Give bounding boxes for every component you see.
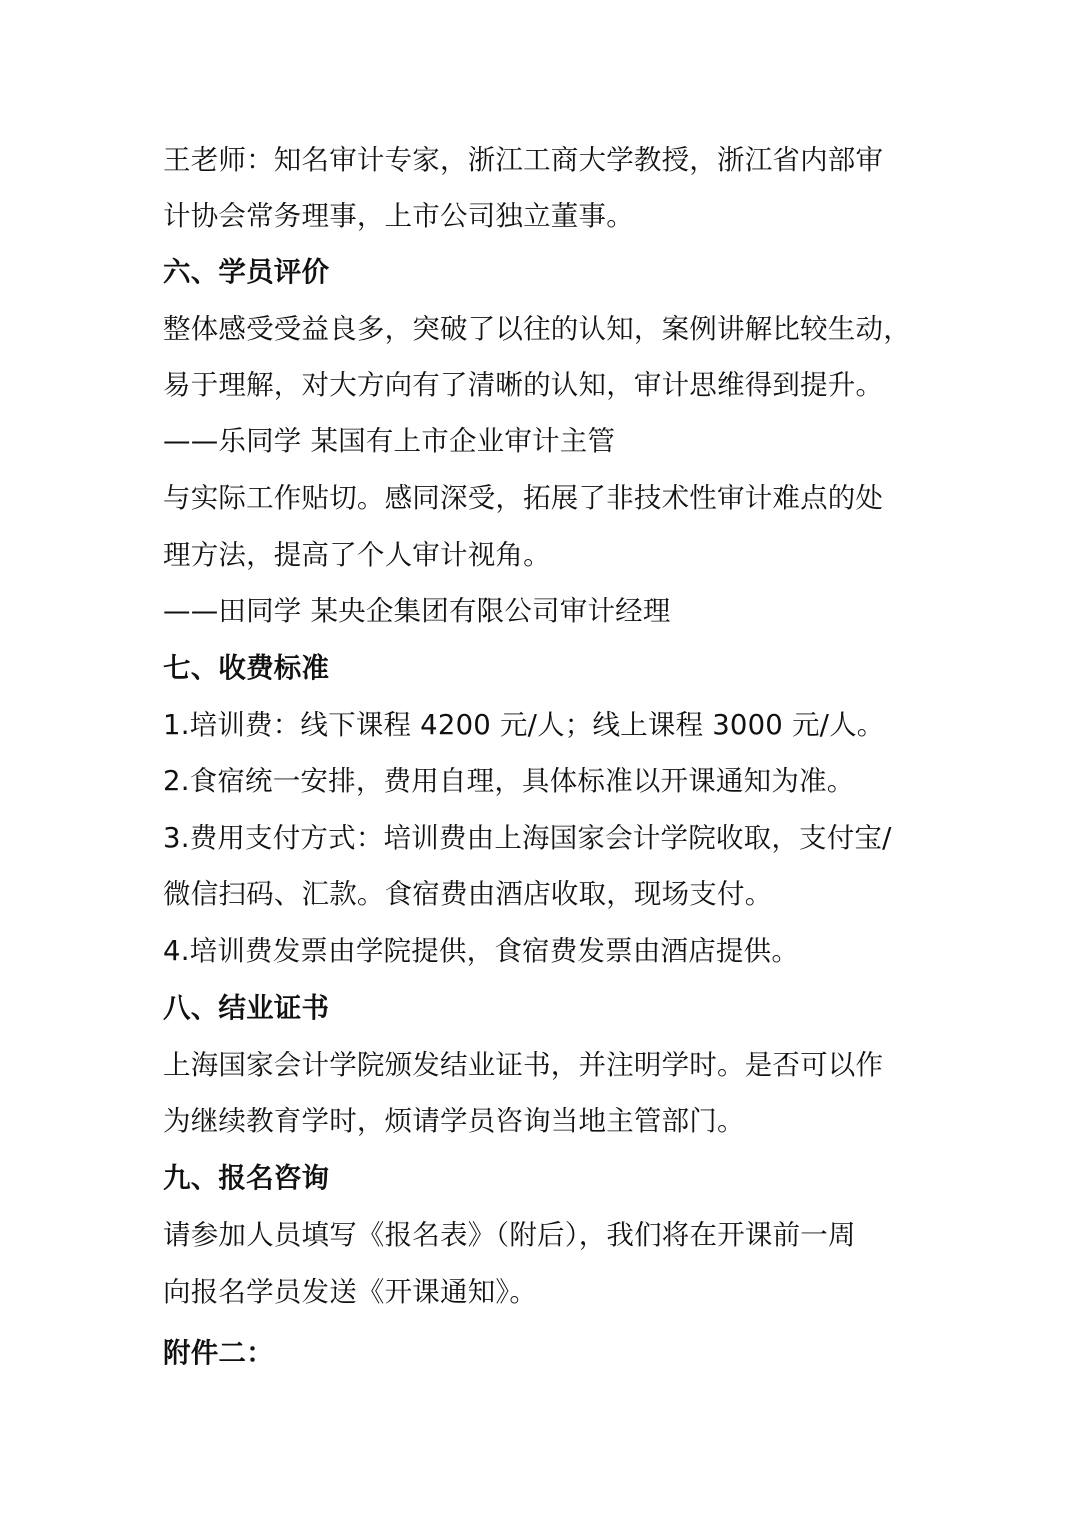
text-line-review-2a: 与实际工作贴切。感同深受，拓展了非技术性审计难点的处 <box>163 482 884 514</box>
text-line-certificate-2: 为继续教育学时，烦请学员咨询当地主管部门。 <box>163 1105 745 1137</box>
section-heading-student-reviews: 六、学员评价 <box>163 256 330 288</box>
text-line-fee-3b: 微信扫码、汇款。食宿费由酒店收取，现场支付。 <box>163 878 773 910</box>
text-line-registration-2: 向报名学员发送《开课通知》。 <box>163 1276 538 1308</box>
text-line-review-1a: 整体感受受益良多，突破了以往的认知，案例讲解比较生动， <box>163 313 911 345</box>
section-heading-certificate: 八、结业证书 <box>163 992 330 1024</box>
text-line-registration-1: 请参加人员填写《报名表》（附后），我们将在开课前一周 <box>163 1219 856 1251</box>
text-line-certificate-1: 上海国家会计学院颁发结业证书，并注明学时。是否可以作 <box>163 1049 884 1081</box>
section-heading-fees: 七、收费标准 <box>163 652 330 684</box>
text-line-review-2-signature: ——田同学 某央企集团有限公司审计经理 <box>163 595 671 627</box>
text-line-teacher-intro-2: 计协会常务理事，上市公司独立董事。 <box>163 200 634 232</box>
text-line-fee-2: 2.食宿统一安排，费用自理，具体标准以开课通知为准。 <box>163 765 855 797</box>
text-line-teacher-intro-1: 王老师：知名审计专家，浙江工商大学教授，浙江省内部审 <box>163 144 884 176</box>
text-line-fee-3a: 3.费用支付方式：培训费由上海国家会计学院收取，支付宝/ <box>163 822 892 854</box>
section-heading-registration: 九、报名咨询 <box>163 1162 330 1194</box>
text-line-fee-1: 1.培训费：线下课程 4200 元/人；线上课程 3000 元/人。 <box>163 709 885 741</box>
text-line-review-2b: 理方法，提高了个人审计视角。 <box>163 539 551 571</box>
text-line-review-1-signature: ——乐同学 某国有上市企业审计主管 <box>163 425 616 457</box>
text-line-fee-4: 4.培训费发票由学院提供，食宿费发票由酒店提供。 <box>163 935 800 967</box>
attachment-label: 附件二： <box>163 1337 274 1369</box>
text-line-review-1b: 易于理解，对大方向有了清晰的认知，审计思维得到提升。 <box>163 369 884 401</box>
